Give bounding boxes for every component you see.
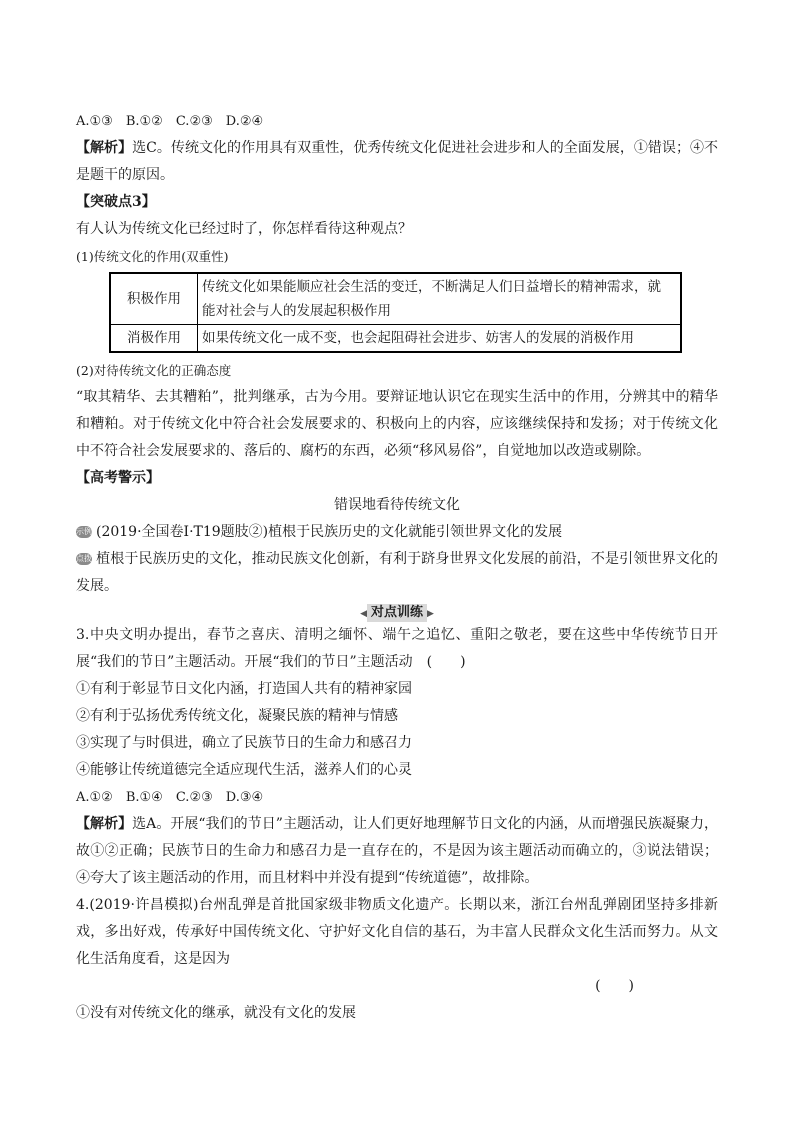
q3-analysis-tag: 【解析】 bbox=[76, 816, 133, 832]
document-page bbox=[76, 108, 718, 1027]
q3-item-4: ④能够让传统道德完全适应现代生活，滋养人们的心灵 bbox=[76, 762, 412, 778]
q3-analysis-text: 选A。开展“我们的节日”主题活动，让人们更好地理解节日文化的内涵，从而增强民族凝聚力，故①②正确；民族节日的生命力和感召力是一直存在的，不是因为该主题活动而确立的，③说法错误；④夸大了该主题活动的作用，而且材料中并没有提到“传统道德”，故排除。 bbox=[76, 816, 718, 886]
positive-row bbox=[110, 273, 681, 325]
negative-label: 消极作用 bbox=[110, 325, 198, 353]
comment-text: 植根于民族历史的文化，推动民族文化创新，有利于跻身世界文化发展的前沿，不是引领世界文化的发展。 bbox=[76, 551, 718, 594]
positive-line-2: 能对社会与人的发展起积极作用 bbox=[202, 303, 391, 319]
q3-item-1: ①有利于彰显节日文化内涵，打造国人共有的精神家园 bbox=[76, 681, 412, 697]
attitude-text: “取其精华、去其糟粕”，批判继承，古为今用。要辩证地认识它在现实生活中的作用，分辨其中的精华和糟粕。对于传统文化中符合社会发展要求的、积极向上的内容，应该继续保持和发扬；对于传统文化中不符合社会发展要求的、落后的、腐朽的东西，必须“移风易俗”，自觉地加以改造或剔除。 bbox=[76, 389, 718, 459]
sub-heading-2: (2)对待传统文化的正确态度 bbox=[76, 363, 232, 378]
left-triangle-icon: ◀ bbox=[360, 609, 367, 619]
example-text: (2019·全国卷Ⅰ·T19题肢②)植根于民族历史的文化就能引领世界文化的发展 bbox=[96, 524, 563, 540]
breakthrough-question: 有人认为传统文化已经过时了，你怎样看待这种观点？ bbox=[76, 221, 412, 237]
q3-item-2: ②有利于弘扬优秀传统文化，凝聚民族的精神与情感 bbox=[76, 708, 398, 724]
right-triangle-icon: ▶ bbox=[427, 609, 434, 619]
negative-row bbox=[110, 325, 681, 353]
q4-item-1: ①没有对传统文化的继承，就没有文化的发展 bbox=[76, 1005, 356, 1021]
warning-tag: 【高考警示】 bbox=[76, 470, 160, 486]
example-badge: 示例 bbox=[76, 527, 92, 536]
warning-example bbox=[76, 519, 718, 546]
comment-badge: 点拨 bbox=[76, 554, 92, 563]
analysis-tag: 【解析】 bbox=[76, 140, 133, 156]
q3-analysis bbox=[76, 811, 718, 892]
q2-analysis bbox=[76, 135, 718, 189]
positive-text bbox=[198, 273, 682, 325]
warning-title: 错误地看待传统文化 bbox=[334, 497, 460, 513]
analysis-text: 选C。传统文化的作用具有双重性，优秀传统文化促进社会进步和人的全面发展，①错误；④不是题干的原因。 bbox=[76, 140, 719, 183]
q2-options: A.①③ B.①② C.②③ D.②④ bbox=[76, 114, 264, 129]
q4-stem: 4.(2019·许昌模拟)台州乱弹是首批国家级非物质文化遗产。长期以来，浙江台州乱弹剧团坚持多排新戏，多出好戏，传承好中国传统文化、守护好文化自信的基石，为丰富人民群众文化生活而努力。从文化生活角度看，这是因为 bbox=[76, 897, 718, 967]
positive-line-1: 传统文化如果能顺应社会生活的变迁，不断满足人们日益增长的精神需求，就 bbox=[202, 279, 661, 295]
q3-item-3: ③实现了与时俱进，确立了民族节日的生命力和感召力 bbox=[76, 735, 412, 751]
q3-stem: 3.中央文明办提出，春节之喜庆、清明之缅怀、端午之追忆、重阳之敬老，要在这些中华传统节日开展“我们的节日”主题活动。开展“我们的节日”主题活动 ( ) bbox=[76, 627, 718, 670]
positive-label: 积极作用 bbox=[110, 273, 198, 325]
training-title: 对点训练 bbox=[367, 604, 427, 622]
warning-comment bbox=[76, 546, 718, 600]
breakthrough-tag: 【突破点3】 bbox=[76, 194, 156, 210]
negative-text: 如果传统文化一成不变，也会起阻碍社会进步、妨害人的发展的消极作用 bbox=[198, 325, 682, 353]
q3-options: A.①② B.①④ C.②③ D.③④ bbox=[76, 790, 264, 805]
training-bar bbox=[76, 604, 718, 622]
q4-answer-paren: ( ) bbox=[595, 978, 634, 994]
sub-heading-1: (1)传统文化的作用(双重性) bbox=[76, 249, 229, 264]
role-table bbox=[109, 272, 682, 353]
